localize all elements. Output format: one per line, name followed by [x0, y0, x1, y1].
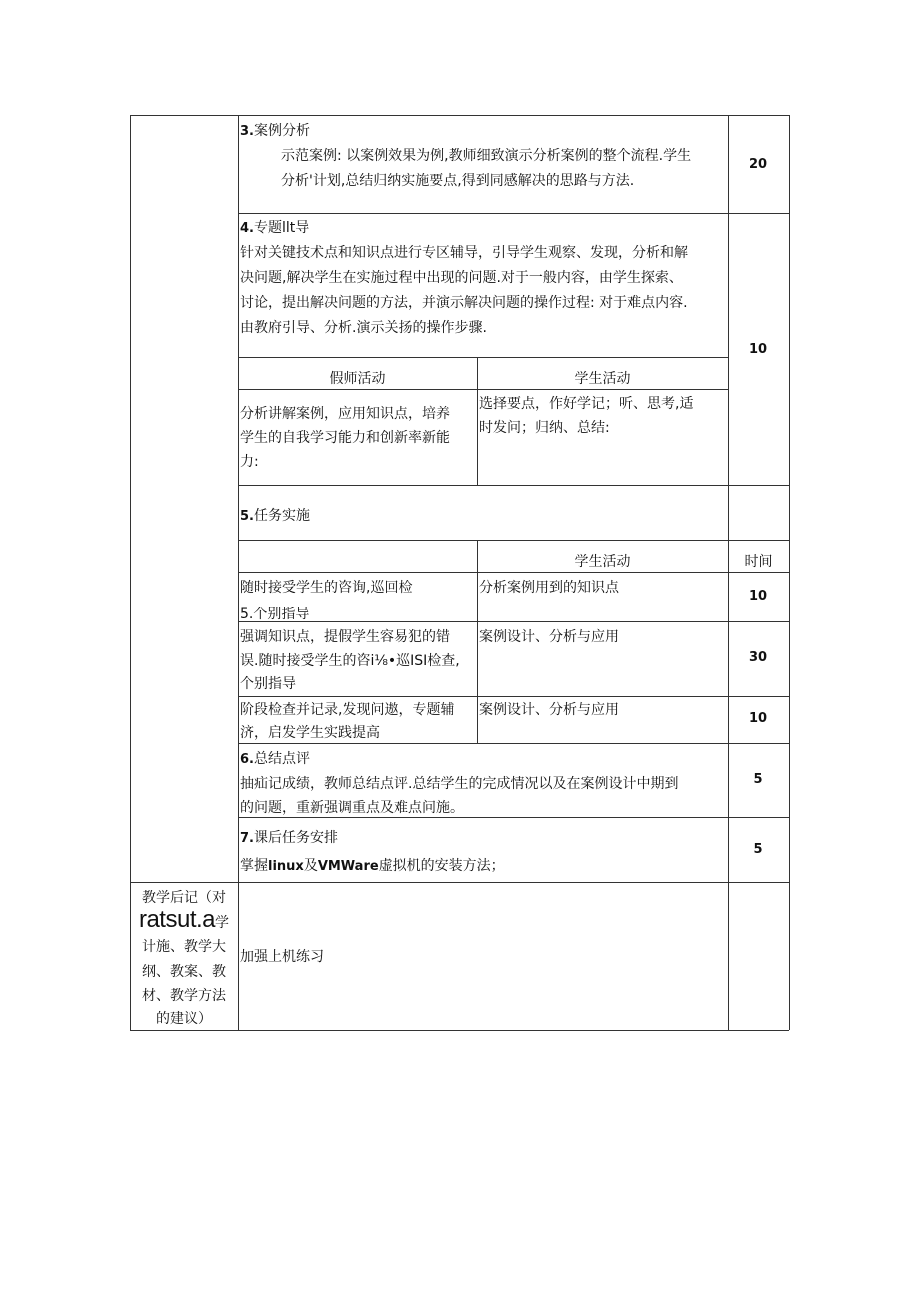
homework-line-post: 虚拟机的安装方法；: [378, 858, 505, 874]
topic-guide-line-4: 由教府引导、分析.演示关扬的操作步骤.: [240, 320, 487, 336]
task-time-header: 时间: [744, 554, 773, 570]
postscript-label-line-4: 纲、教案、教: [142, 964, 226, 980]
task-row1-teacher-clip: [240, 607, 476, 620]
postscript-label-line-3: 计施、教学大: [142, 939, 226, 955]
task-title-text: 任务实施: [253, 508, 310, 524]
case-analysis-title-text: 案例分析: [253, 123, 310, 139]
topic-student-header: 学生活动: [574, 371, 631, 387]
task-row3-teacher-line-1: 阶段检查并记录,发现问遨，专题辅: [240, 702, 455, 718]
homework-line-linux: linux: [268, 859, 304, 874]
homework-num: 7.: [240, 831, 254, 846]
task-row1-time: 10: [748, 589, 768, 604]
task-row2-teacher-line-2: 误.随时接受学生的咨i⅛•巡ISI检查,: [240, 653, 460, 669]
postscript-label-line-1: 教学后记（对: [142, 890, 226, 906]
table-right-border: [789, 115, 790, 1030]
homework-time: 5: [753, 842, 763, 857]
summary-line-1: 抽疝记成绩，教师总结点评.总结学生的完成情况以及在案例设计中期到: [240, 776, 679, 792]
postscript-label-line-5: 材、教学方法: [142, 988, 226, 1004]
topic-guide-line-1: 针对关键技术点和知识点进行专区辅导，引导学生观察、发现，分析和解: [240, 245, 688, 261]
task-header-top: [238, 540, 789, 541]
homework-title: [240, 825, 338, 852]
summary-time: 5: [753, 772, 763, 787]
homework-line: [240, 853, 505, 880]
table-top-border: [130, 115, 789, 116]
task-row2-teacher-line-1: 强调知识点，提假学生容易犯的错: [240, 629, 450, 645]
summary-title: [240, 746, 310, 773]
topic-student-line-2: 时发问；归纳、总结:: [479, 420, 610, 436]
case-analysis-line-1: 示范案例: 以案例效果为例,教师细致演示分析案例的整个流程.学生: [281, 148, 692, 164]
postscript-label-large: ratsut.a: [138, 906, 216, 933]
summary-title-text: 总结点评: [253, 751, 310, 767]
task-row2-time: 30: [748, 650, 768, 665]
row-divider-3-4: [238, 213, 789, 214]
task-title: [240, 503, 310, 530]
label-column-divider: [238, 115, 239, 1030]
case-analysis-line-2: 分析'计划,总结归纳实施要点,得到同感解决的思路与方法.: [281, 173, 635, 189]
topic-teacher-line-3: 力:: [240, 454, 259, 470]
topic-guide-time: 10: [748, 342, 768, 357]
task-row1-bottom: [238, 621, 789, 622]
topic-guide-line-2: 决问题,解决学生在实施过程中出现的问题.对于一般内容，由学生探索、: [240, 270, 683, 286]
postscript-label-line-6: 的建议）: [156, 1011, 212, 1027]
task-row1-teacher-line-2: 5.个别指导: [240, 607, 310, 620]
task-row2-teacher-line-3: 个别指导: [240, 676, 296, 692]
task-student-header: 学生活动: [574, 554, 631, 570]
topic-student-line-1: 选择要点，作好学记；听、思考,适: [479, 396, 694, 412]
topic-teacher-header: 假师活动: [329, 371, 386, 387]
summary-line-2: 的问题，重新强调重点及难点问施。: [240, 800, 464, 816]
homework-line-mid: 及: [303, 858, 318, 874]
summary-num: 6.: [240, 752, 254, 767]
topic-guide-num: 4.: [240, 221, 254, 236]
homework-line-vmware: VMWare: [317, 859, 379, 874]
homework-line-pre: 掌握: [240, 858, 268, 874]
topic-teacher-line-2: 学生的自我学习能力和创新率新能: [240, 430, 450, 446]
topic-guide-title-text: 专题llt导: [253, 220, 310, 236]
task-num: 5.: [240, 509, 254, 524]
task-row1-student: 分析案例用到的知识点: [479, 580, 619, 596]
task-row2-student: 案例设计、分析与应用: [479, 629, 619, 645]
case-analysis-title: [240, 118, 310, 145]
topic-guide-title: [240, 215, 309, 242]
row-divider-4-5: [238, 485, 789, 486]
case-analysis-time: 20: [748, 157, 768, 172]
topic-guide-line-3: 讨论，提出解决问题的方法，并演示解决问题的操作过程: 对于难点内容.: [240, 295, 688, 311]
topic-teacher-line-1: 分析讲解案例，应用知识点，培养: [240, 406, 450, 422]
postscript-label-char: 学: [215, 915, 230, 931]
task-row3-student: 案例设计、分析与应用: [479, 702, 619, 718]
topic-subheader-top: [238, 357, 728, 358]
task-row3-time: 10: [748, 711, 768, 726]
task-row1-teacher-line-1: 随时接受学生的咨询,巡回检: [240, 580, 413, 596]
case-analysis-num: 3.: [240, 124, 254, 139]
postscript-label-line-2: [130, 905, 238, 935]
row-divider-postscript: [130, 882, 789, 883]
postscript-content: 加强上机练习: [240, 949, 324, 965]
homework-title-text: 课后任务安排: [253, 830, 338, 846]
task-row3-teacher-line-2: 济，启发学生实践提高: [240, 725, 380, 741]
